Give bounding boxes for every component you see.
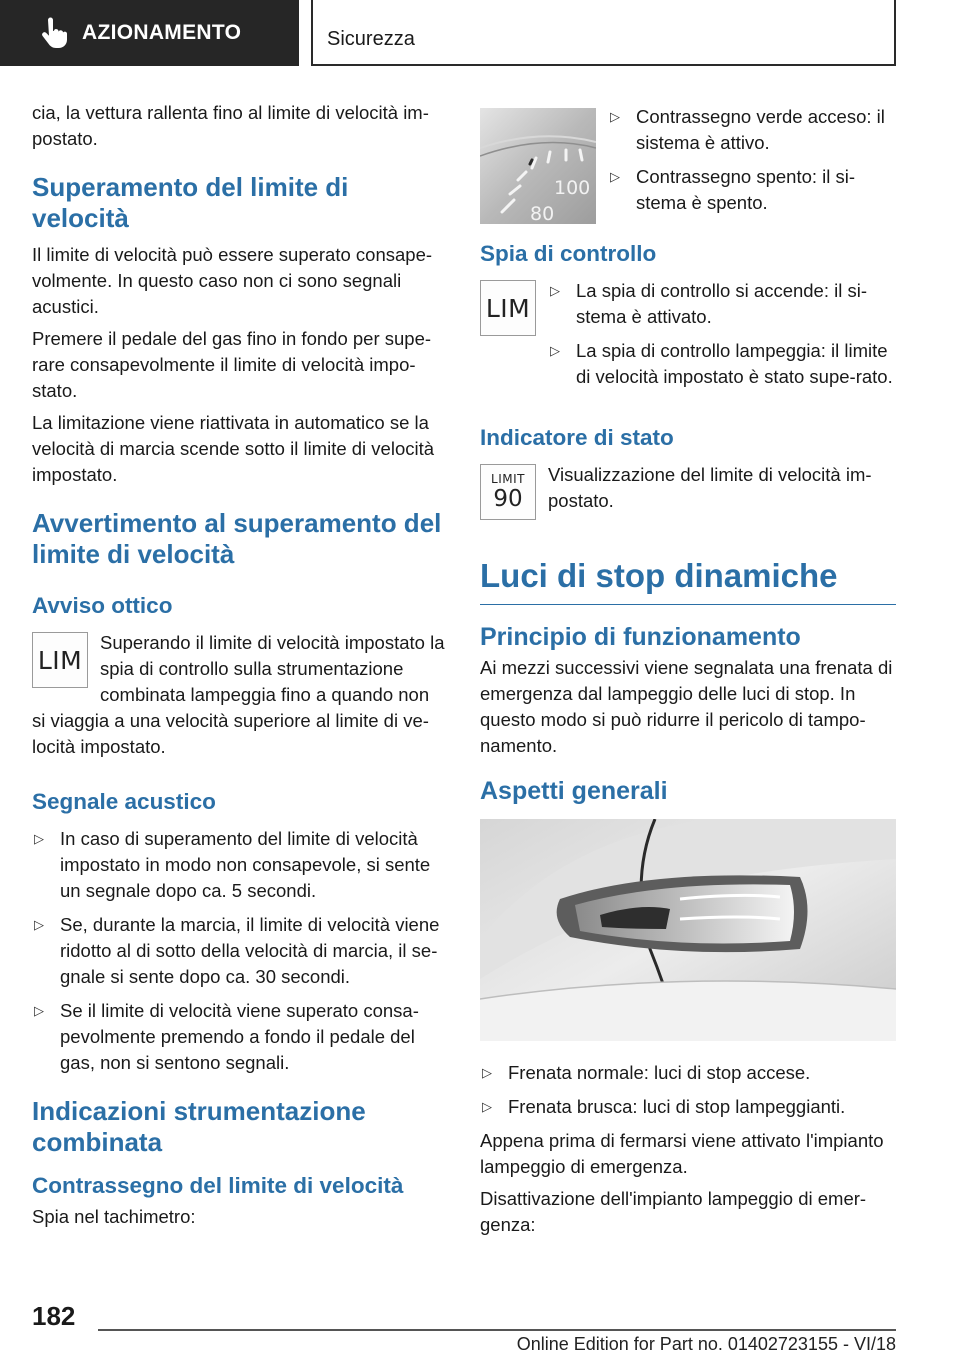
edition-note: Online Edition for Part no. 01402723155 - VI/18 (516, 1334, 896, 1354)
heading-contrassegno: Contrassegno del limite di velocità (32, 1173, 404, 1198)
triangle-bullet-icon: ▷ (34, 1003, 44, 1018)
list-item: ▷ Contrassegno verde acceso: il sistema è attivo. (610, 106, 885, 153)
triangle-bullet-icon: ▷ (34, 831, 44, 846)
paragraph-spia-tachimetro: Spia nel tachimetro: (32, 1206, 196, 1227)
triangle-bullet-icon: ▷ (482, 1099, 492, 1114)
right-column (480, 100, 896, 1244)
heading-superamento: Superamento del limite di velocità (32, 172, 349, 233)
list-item: ▷ Se, durante la marcia, il limite di velocità viene ridotto al di sotto della velocità di marcia, il se-gnale si sente dopo ca. 30 secondi. (34, 914, 440, 987)
segnale-list (32, 826, 447, 1076)
footer-divider (98, 1329, 896, 1331)
list-item: ▷ La spia di controllo si accende: il si-stema è attivato. (550, 280, 868, 327)
lim-icon-text: LIM (37, 645, 83, 675)
paragraph-superamento-2: Premere il pedale del gas fino in fondo per supe-rare consapevolmente il limite di velocità impo-stato. (32, 328, 432, 401)
section-header (311, 0, 896, 66)
list-item: ▷ Se il limite di velocità viene superato consa-pevolmente premendo a fondo il pedale del gas, non si sentono segnali. (34, 1000, 419, 1073)
list-item: ▷ Contrassegno spento: il si-stema è spento. (610, 166, 856, 213)
list-item: ▷ In caso di superamento del limite di velocità impostato in modo non consapevole, si sente un segnale dopo ca. 5 secondi. (34, 828, 431, 901)
paragraph-appena: Appena prima di fermarsi viene attivato l'impianto lampeggio di emergenza. (480, 1130, 884, 1177)
limit-icon-value: 90 (493, 486, 523, 512)
heading-indicatore-stato: Indicatore di stato (480, 425, 674, 450)
triangle-bullet-icon: ▷ (34, 917, 44, 932)
frenata-list (480, 1060, 896, 1120)
triangle-bullet-icon: ▷ (550, 343, 560, 358)
contrassegno-list (608, 100, 896, 224)
heading-avvertimento: Avvertimento al superamento del limite di velocità (32, 508, 442, 569)
triangle-bullet-icon: ▷ (550, 283, 560, 298)
paragraph-superamento-3: La limitazione viene riattivata in automatico se la velocità di marcia scende sotto il limite di velocità impostato. (32, 412, 435, 485)
limit-icon-label: LIMIT (491, 472, 525, 486)
intro-paragraph: cia, la vettura rallenta fino al limite di velocità im-postato. (32, 102, 429, 149)
indicatore-block (480, 462, 896, 524)
heading-avviso-ottico: Avviso ottico (32, 593, 173, 618)
paragraph-indicatore: Visualizzazione del limite di velocità im-postato. (548, 464, 872, 511)
tail-light-image (480, 819, 896, 1041)
chapter-tab-label: AZIONAMENTO (82, 21, 242, 44)
chapter-heading-luci-stop: Luci di stop dinamiche (480, 556, 896, 605)
section-label: Sicurezza (327, 28, 415, 50)
paragraph-superamento-1: Il limite di velocità può essere superato consape-volmente. In questo caso non ci sono segnali acustici. (32, 244, 433, 317)
spia-block (480, 278, 896, 398)
lim-indicator-icon (32, 632, 88, 688)
triangle-bullet-icon: ▷ (482, 1065, 492, 1080)
lim-indicator-icon (480, 280, 536, 336)
triangle-bullet-icon: ▷ (610, 109, 620, 124)
left-column (32, 100, 447, 1236)
heading-aspetti-generali: Aspetti generali (480, 777, 668, 805)
hand-tap-icon (36, 16, 70, 50)
speedo-label-100: 100 (554, 177, 591, 199)
spia-list (548, 278, 896, 398)
list-item: ▷ Frenata normale: luci di stop accese. (480, 1060, 896, 1086)
speedo-label-80: 80 (530, 203, 555, 224)
page-number: 182 (32, 1301, 76, 1331)
limit-90-icon (480, 464, 536, 520)
speedo-block (480, 100, 896, 224)
heading-segnale-acustico: Segnale acustico (32, 789, 216, 814)
paragraph-disattivazione: Disattivazione dell'impianto lampeggio di emer-genza: (480, 1188, 867, 1235)
heading-indicazioni: Indicazioni strumentazione combinata (32, 1096, 366, 1157)
heading-spia-controllo: Spia di controllo (480, 241, 657, 266)
chapter-tab[interactable] (0, 0, 299, 66)
triangle-bullet-icon: ▷ (610, 169, 620, 184)
lim-icon-text: LIM (485, 293, 531, 323)
list-item: ▷ Frenata brusca: luci di stop lampeggianti. (480, 1094, 896, 1120)
list-item: ▷ La spia di controllo lampeggia: il limite di velocità impostato è stato supe-rato. (550, 340, 893, 387)
paragraph-principio: Ai mezzi successivi viene segnalata una frenata di emergenza dal lampeggio delle luci di stop. In questo modo si può ridurre il pericolo di tampo-namento. (480, 657, 893, 756)
avviso-block (32, 630, 447, 766)
speedometer-image (480, 108, 596, 224)
heading-principio: Principio di funzionamento (480, 623, 801, 651)
paragraph-avviso: Superando il limite di velocità impostato la spia di controllo sulla strumentazione combinata lampeggia fino a quando non si viaggia a una velocità superiore al limite di ve-locità impostato. (32, 632, 445, 757)
